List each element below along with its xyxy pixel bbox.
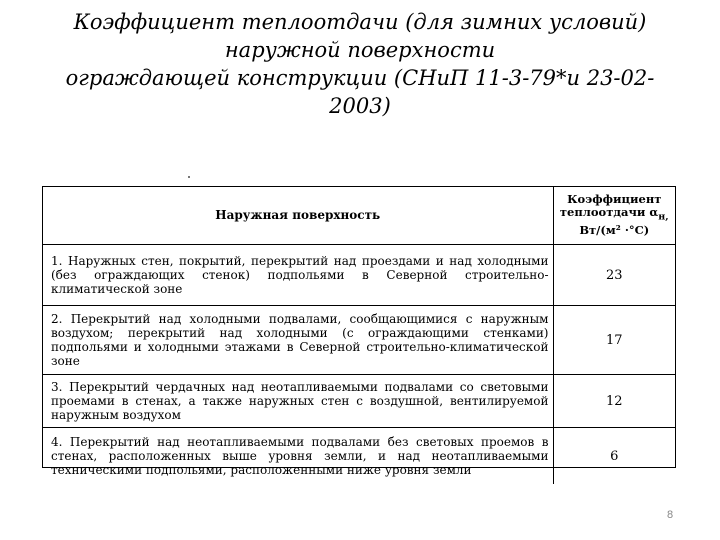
title-line-1: Коэффициент теплоотдачи (для зимних условий) — [73, 10, 647, 34]
table-row — [43, 306, 675, 375]
table-row — [43, 428, 675, 485]
row-description: 2. Перекрытий над холодными подвалами, сообщающимися с наружным воздухом; перекрытий над холодными (с ограждающими стенками) подпольями и холодными этажами в Северной строительно-климатической зоне — [43, 306, 553, 375]
row-value: 17 — [553, 306, 675, 375]
header-coef-subscript: н, — [658, 211, 669, 223]
title-line-2: наружной поверхности — [224, 38, 496, 62]
slide-title — [30, 8, 690, 120]
coefficient-table — [43, 186, 675, 484]
heat-transfer-table — [42, 186, 676, 477]
title-line-4: 2003) — [329, 94, 391, 118]
row-description: 1. Наружных стен, покрытий, перекрытий над проездами и над холодными (без ограждающих стенок) подпольями в Северной строительно-климатической зоне — [43, 245, 553, 306]
header-surface: Наружная поверхность — [43, 186, 553, 245]
row-value: 6 — [553, 428, 675, 485]
table-row — [43, 375, 675, 428]
page-number: 8 — [667, 509, 674, 521]
header-coef-line-1: Коэффициент — [567, 192, 662, 207]
scan-artifact — [188, 176, 190, 178]
row-description: 4. Перекрытий над неотапливаемыми подвалами без световых проемов в стенах, расположенных выше уровня земли, и над неотапливаемыми техническими подпольями, расположенными ниже уровня земли — [43, 428, 553, 485]
title-line-3: ограждающей конструкции (СНиП 11-3-79*и 23-02- — [65, 66, 655, 90]
header-coef-line-2 — [558, 206, 672, 223]
table-header-row — [43, 186, 675, 245]
header-coef-line-2-text: теплоотдачи α — [559, 205, 659, 220]
table-row — [43, 245, 675, 306]
row-description: 3. Перекрытий чердачных над неотапливаемыми подвалами со световыми проемами в стенах, а также наружных стен с воздушной, вентилируемой наружным воздухом — [43, 375, 553, 428]
header-coefficient — [553, 186, 675, 245]
row-value: 12 — [553, 375, 675, 428]
row-value: 23 — [553, 245, 675, 306]
header-coef-units: Вт/(м² ·°С) — [579, 222, 650, 237]
